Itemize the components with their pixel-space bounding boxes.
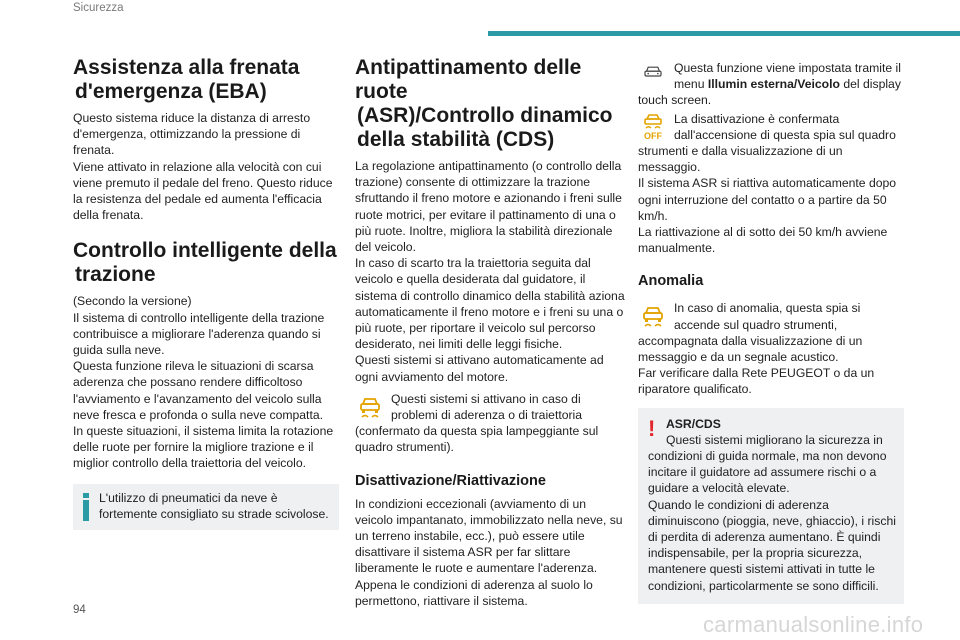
info-icon xyxy=(82,493,91,521)
car-settings-block xyxy=(638,60,904,109)
eba-title xyxy=(73,56,339,104)
asr-warning-block xyxy=(355,391,625,456)
asr-title-line2: (ASR)/Controllo dinamico xyxy=(357,104,613,127)
asr-off-icon xyxy=(638,111,668,141)
traction-title-line2: trazione xyxy=(75,263,156,287)
eba-title-line2: d'emergenza (EBA) xyxy=(75,80,267,103)
column-left xyxy=(73,56,339,530)
anomalia-body: Far verificare dalla Rete PEUGEOT o da un riparatore qualificato. xyxy=(638,366,875,397)
eba-body: Questo sistema riduce la distanza di arresto d'emergenza, ottimizzando la pressione di frenata. Viene attivato in relazione alla velocità con cui viene premuto il pedale del freno. Questo riduce la resistenza del pedale ed aumenta l'efficacia della frenata. xyxy=(73,111,333,223)
traction-title xyxy=(73,239,339,287)
warning-body: Questi sistemi migliorano la sicurezza in condizioni di guida normale, ma non devono incitare il guidatore ad assumere rischi o a guidare a velocità elevate. Quando le condizioni di aderenza diminuiscono (pioggia, neve, ghiaccio), i rischi di perdita di aderenza aumentano. È quindi indispensabile, per la propria sicurezza, mantenere questi sistemi attivati in tutte le condizioni, particolarmente se sono difficili. xyxy=(648,432,896,593)
skid-warning-icon xyxy=(638,300,668,330)
asr-off-icon-label: OFF xyxy=(644,130,662,141)
asr-title xyxy=(355,56,625,152)
reactivation-body: Il sistema ASR si riattiva automaticamente dopo ogni interruzione del contatto o a partire da 50 km/h. La riattivazione al di sotto dei 50 km/h avviene manualmente. xyxy=(638,176,897,256)
asr-title-line1: Antipattinamento delle ruote xyxy=(355,56,582,103)
car-settings-text-a: Questa funzione viene impostata tramite il menu xyxy=(674,61,901,92)
info-note xyxy=(73,484,339,530)
asr-off-text: La disattivazione è confermata dall'accensione di questa spia sul quadro strumenti e dalla visualizzazione di un messaggio. xyxy=(638,111,896,175)
asr-title-line3: della stabilità (CDS) xyxy=(357,128,555,151)
column-right xyxy=(638,60,904,604)
car-settings-text-b: del display touch screen. xyxy=(638,77,901,108)
header-section-label: Sicurezza xyxy=(73,2,124,14)
menu-name: Illumin esterna/Veicolo xyxy=(707,77,840,92)
header-accent-bar xyxy=(488,31,960,36)
anomalia-title: Anomalia xyxy=(638,273,704,290)
anomalia-text: In caso di anomalia, questa spia si accende sul quadro strumenti, accompagnata dalla visualizzazione di un messaggio e da un segnale acustico. xyxy=(638,301,863,365)
eba-title-line1: Assistenza alla frenata xyxy=(73,56,300,79)
watermark: carmanualsonline.info xyxy=(703,612,924,637)
info-note-text: L'utilizzo di pneumatici da neve è fortemente consigliato su strade scivolose. xyxy=(99,490,329,521)
deactivation-body: In condizioni eccezionali (avviamento di un veicolo impantanato, immobilizzato nella neve, su un terreno instabile, ecc.), può essere utile disattivare il sistema ASR per far slittare liberamente le ruote e aumentare l'aderenza. Appena le condizioni di aderenza al suolo lo permettono, riattivare il sistema. xyxy=(355,496,623,608)
asr-warning-text: Questi sistemi si attivano in caso di problemi di aderenza o di traiettoria (confermato da questa spia lampeggiante sul quadro strumenti). xyxy=(355,391,599,455)
car-settings-text xyxy=(638,61,901,107)
skid-warning-icon xyxy=(355,391,385,421)
column-middle xyxy=(355,56,625,609)
asr-body: La regolazione antipattinamento (o controllo della trazione) consente di ottimizzare la trazione sfruttando il freno motore e azionando i freni sulle ruote motrici, per evitare il pattinamento di una o più ruote. Inoltre, migliora la stabilità direzionale del veicolo. In caso di scarto tra la traiettoria seguita dal veicolo e quella desiderata dal guidatore, il sistema di controllo dinamico della stabilità aziona automaticamente il freno motore e i freni su una o più ruote, per riportare il veicolo sul percorso desiderato, nei limiti delle leggi fisiche. Questi sistemi si attivano automaticamente ad ogni avviamento del motore. xyxy=(355,159,625,384)
warning-box xyxy=(638,408,904,604)
traction-body: (Secondo la versione) Il sistema di controllo intelligente della trazione contribuisce a migliorare l'aderenza quando si guida sulla neve. Questa funzione rileva le situazioni di scarsa aderenza che possano rendere difficoltoso l'avviamento e l'avanzamento del veicolo sulla neve fresca e profonda o sulla neve compatta. In queste situazioni, il sistema limita la rotazione delle ruote per fornire la migliore trazione e il miglior controllo della traiettoria del veicolo. xyxy=(73,294,334,471)
exclamation-icon: ! xyxy=(648,415,656,441)
deactivation-subhead: Disattivazione/Riattivazione xyxy=(355,472,546,489)
warning-title: ASR/CDS xyxy=(666,416,721,431)
anomalia-block xyxy=(638,300,904,365)
page-number: 94 xyxy=(73,604,86,616)
traction-title-line1: Controllo intelligente della xyxy=(73,239,337,263)
car-icon xyxy=(638,60,668,84)
asr-off-block xyxy=(638,111,904,176)
